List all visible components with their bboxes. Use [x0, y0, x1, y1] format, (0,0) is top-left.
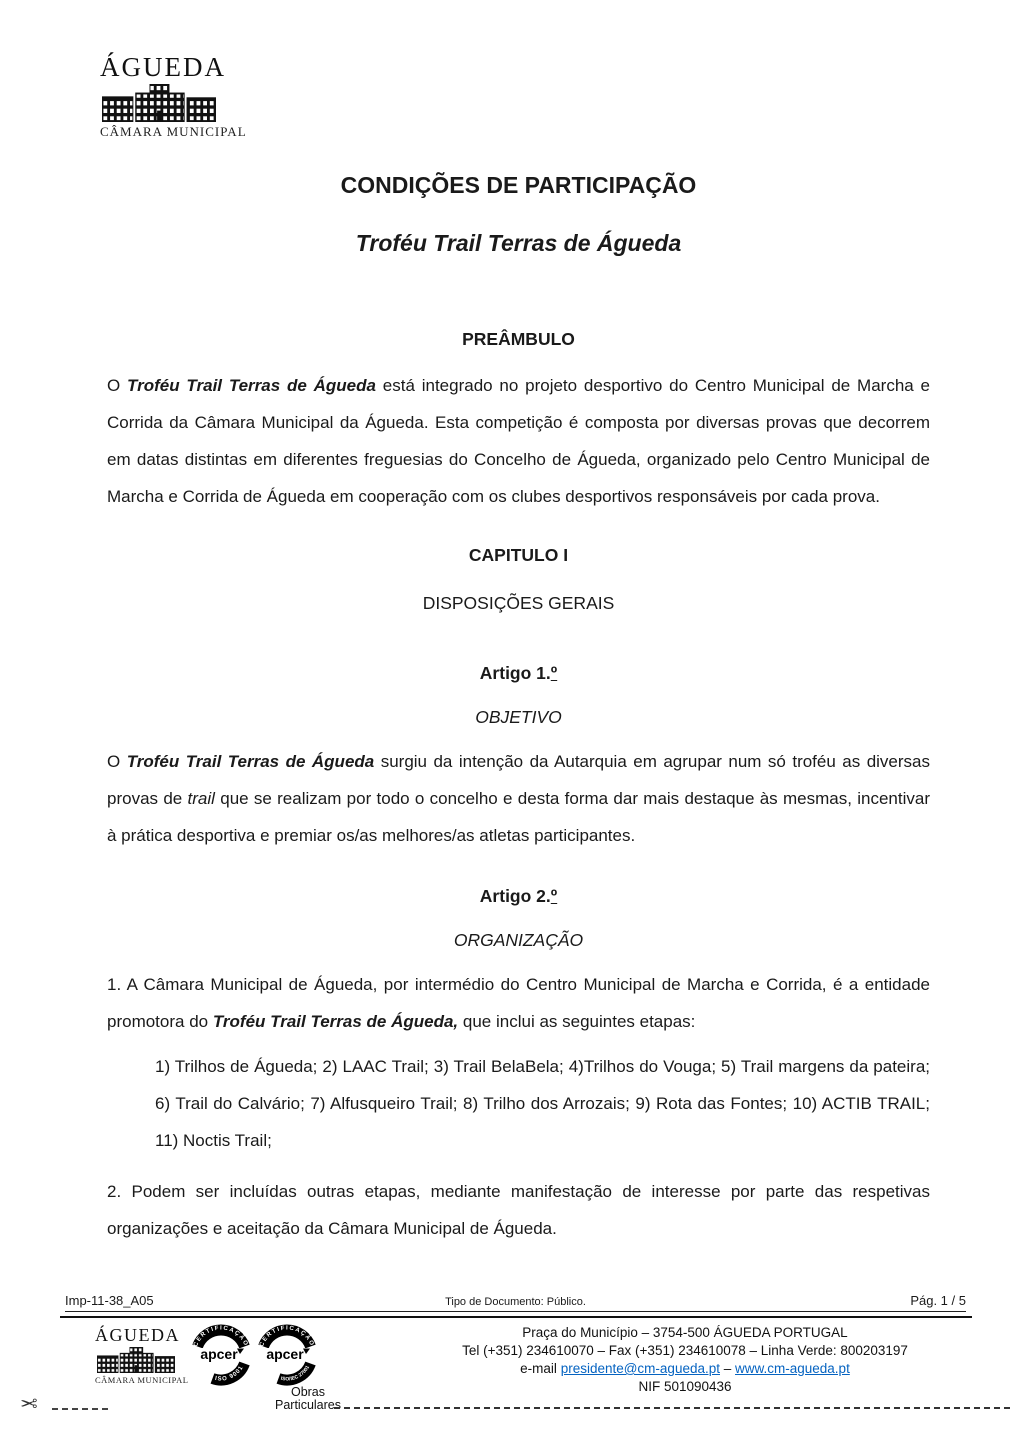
link-separator: –: [720, 1361, 736, 1376]
badge-standard-text: ISO 9001: [214, 1364, 245, 1383]
run: está integrado no projeto desportivo do Centro Municipal de Marcha e Corrida da Câmara Municipal da Águeda. Esta competição é composta por diversas provas que decorrem em datas distintas em diferentes freguesias do Concelho de Águeda, organizado pelo Centro Municipal de Marcha e Corrida de Águeda em cooperação com os clubes desportivos responsáveis por cada prova.: [107, 376, 930, 506]
apcer-iso27001-badge-icon: [256, 1324, 318, 1386]
badge-scope-line-2: Particulares: [275, 1398, 341, 1412]
footer-logo-brand-text: ÁGUEDA: [95, 1325, 180, 1345]
address-line-4-nif: NIF 501090436: [638, 1379, 732, 1394]
subheading-article-1: OBJETIVO: [475, 707, 562, 727]
heading-preamble: PREÂMBULO: [462, 329, 575, 349]
document-code: Imp-11-38_A05: [65, 1293, 154, 1308]
address-line-1: Praça do Município – 3754-500 ÁGUEDA PORTUGAL: [522, 1325, 848, 1340]
paragraph-article-2-item-1: [107, 966, 930, 1040]
badge-brand-text: apcer: [200, 1346, 238, 1362]
run: O: [107, 376, 128, 395]
page-subtitle: Troféu Trail Terras de Águeda: [355, 230, 682, 256]
heading-chapter-1: CAPITULO I: [468, 545, 569, 565]
logo-brand-text: ÁGUEDA: [100, 52, 226, 82]
paragraph-article-1: [107, 743, 930, 854]
page-number: Pág. 1 / 5: [910, 1293, 966, 1308]
article-1-ordinal: º: [550, 663, 558, 683]
footer-divider-line: [60, 1316, 972, 1318]
apcer-iso9001-badge-icon: [190, 1324, 252, 1386]
article-1-number: Artigo 1.: [479, 663, 551, 683]
run: 1. A Câmara Municipal de Águeda, por intermédio do Centro Municipal de Marcha e Corrida, é a entidade promotora do: [107, 975, 930, 1031]
logo-org-text: CÂMARA MUNICIPAL: [100, 124, 247, 139]
badge-scope-line-1: Obras: [290, 1385, 326, 1399]
paragraph-article-2-item-2: 2. Podem ser incluídas outras etapas, mediante manifestação de interesse por parte das respetivas organizações e aceitação da Câmara Municipal de Águeda.: [107, 1182, 930, 1238]
article-2-number: Artigo 2.: [479, 886, 551, 906]
run: que inclui as seguintes etapas:: [458, 1012, 696, 1031]
subheading-article-2: ORGANIZAÇÃO: [453, 930, 584, 950]
footer-reference-row: [65, 1288, 966, 1312]
document-type-label: Tipo de Documento: Público.: [445, 1296, 586, 1308]
cut-dash-line-left: [52, 1408, 108, 1410]
website-link[interactable]: www.cm-agueda.pt: [735, 1361, 850, 1376]
badge-brand-text: apcer: [266, 1346, 304, 1362]
badge-arc-text: CERTIFICAÇÃO: [192, 1325, 250, 1348]
address-line-3: [440, 1360, 930, 1378]
run-trophy-name: Troféu Trail Terras de Águeda: [127, 376, 376, 395]
email-prefix: e-mail: [520, 1361, 561, 1376]
footer-logo-org-text: CÂMARA MUNICIPAL: [95, 1375, 189, 1385]
agueda-municipality-logo: [100, 52, 250, 140]
footer-address-block: [440, 1324, 930, 1396]
heading-article-2: [107, 884, 930, 908]
town-hall-building-icon: [100, 84, 218, 122]
run: que se realizam por todo o concelho e desta forma dar mais destaque às mesmas, incentivar à prática desportiva e premiar os/as melhores/as atletas participantes.: [107, 789, 930, 845]
certification-badges: [190, 1324, 318, 1386]
footer-town-hall-building-icon: [95, 1347, 177, 1373]
scissors-icon: ✂: [20, 1393, 38, 1416]
run: surgiu da intenção da Autarquia em agrupar num só troféu as diversas provas de: [107, 752, 930, 808]
run: O: [107, 752, 127, 771]
run-trophy-name: Troféu Trail Terras de Águeda: [126, 752, 375, 771]
badge-arc-text: CERTIFICAÇÃO: [258, 1325, 316, 1348]
cut-dash-line-right: [334, 1407, 1010, 1409]
heading-article-1: [107, 661, 930, 685]
run-trophy-name: Troféu Trail Terras de Águeda,: [212, 1012, 459, 1031]
paragraph-stage-list: 1) Trilhos de Águeda; 2) LAAC Trail; 3) Trail BelaBela; 4)Trilhos do Vouga; 5) Trail margens da pateira; 6) Trail do Calvário; 7) Alfusqueiro Trail; 8) Trilho dos Arrozais; 9) Rota das Fontes; 10) ACTIB TRAIL; 11) Noctis Trail;: [155, 1057, 930, 1150]
email-link[interactable]: presidente@cm-agueda.pt: [560, 1361, 720, 1376]
footer-agueda-logo: [95, 1326, 195, 1385]
run-trail-italic: trail: [187, 789, 215, 808]
article-2-ordinal: º: [550, 886, 558, 906]
address-line-2: Tel (+351) 234610070 – Fax (+351) 234610078 – Linha Verde: 800203197: [462, 1343, 908, 1358]
badge-standard-text: ISO/IEC 27001: [280, 1364, 311, 1383]
subheading-chapter-1: DISPOSIÇÕES GERAIS: [422, 593, 615, 613]
page-title: CONDIÇÕES DE PARTICIPAÇÃO: [340, 172, 697, 198]
paragraph-preamble: [107, 367, 930, 515]
